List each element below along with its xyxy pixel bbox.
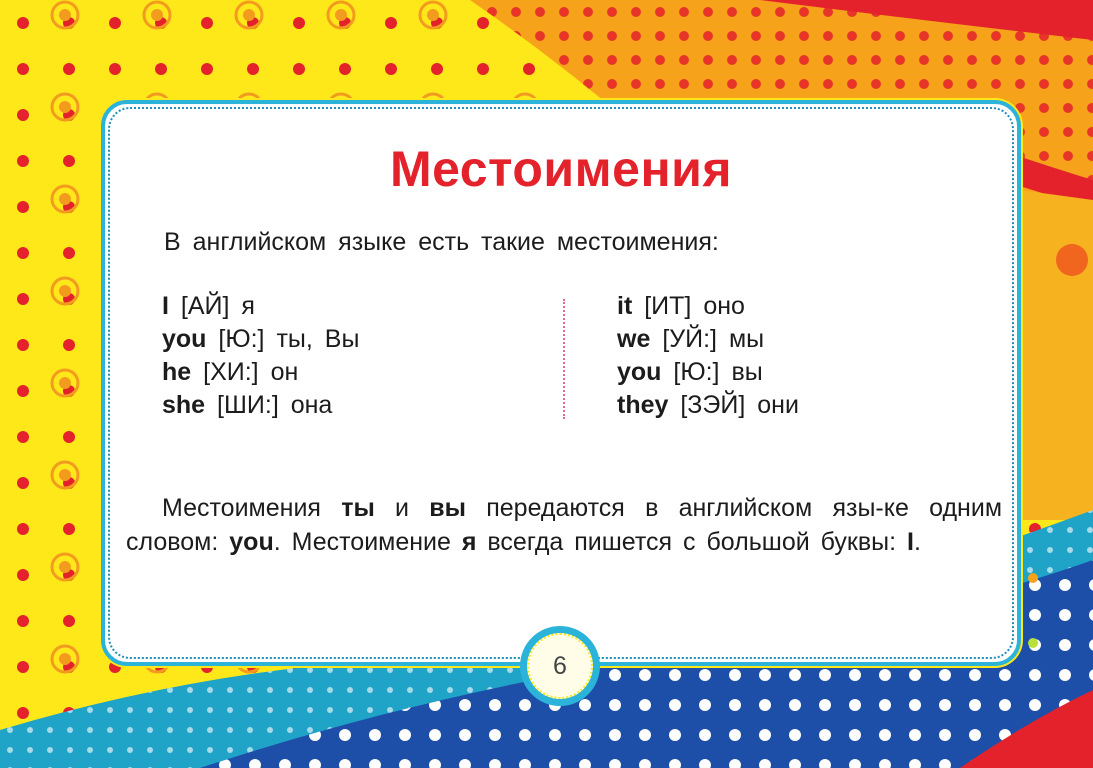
pronoun-row	[617, 290, 799, 323]
pronoun-en: he	[162, 358, 192, 386]
paragraph-text: передаются в английском язы-ке одним словом:	[126, 494, 1003, 556]
content-card	[101, 100, 1021, 666]
pronoun-translation: оно	[703, 292, 745, 320]
pronoun-en: you	[162, 325, 207, 353]
pronoun-transcription: [ШИ:]	[217, 391, 279, 419]
pronoun-en: I	[162, 292, 169, 320]
paragraph-text: .	[913, 528, 921, 556]
pronoun-transcription: [АЙ]	[180, 292, 230, 320]
pronoun-transcription: [ИТ]	[644, 292, 692, 320]
pronoun-row	[617, 389, 799, 422]
intro-text: В английском языке есть такие местоимения:	[164, 228, 719, 256]
paragraph-bold: я	[461, 528, 477, 556]
paragraph-text: Местоимения	[162, 494, 342, 522]
pronoun-translation: ты, Вы	[276, 325, 360, 353]
pronoun-translation: вы	[731, 358, 763, 386]
paragraph-bold: вы	[429, 494, 466, 522]
pronoun-transcription: [Ю:]	[673, 358, 720, 386]
page-number-badge	[520, 626, 600, 706]
pronoun-row	[162, 389, 359, 422]
paragraph-text: . Местоимение	[273, 528, 462, 556]
pronoun-transcription: [УЙ:]	[662, 325, 717, 353]
column-divider	[563, 299, 565, 419]
pronoun-translation: она	[290, 391, 333, 419]
pronoun-transcription: [ЗЭЙ]	[680, 391, 746, 419]
pronoun-column-right	[617, 290, 799, 422]
pronoun-row	[162, 356, 359, 389]
pronoun-column-left	[162, 290, 359, 422]
pronoun-row	[162, 323, 359, 356]
pronoun-en: she	[162, 391, 206, 419]
paragraph-text: всегда пишется с большой буквы:	[476, 528, 907, 556]
pronoun-en: you	[617, 358, 662, 386]
pronoun-translation: я	[241, 292, 255, 320]
pronoun-translation: мы	[728, 325, 765, 353]
pronoun-en: it	[617, 292, 633, 320]
pronoun-row	[162, 290, 359, 323]
pronoun-translation: они	[757, 391, 799, 419]
paragraph-bold: I	[907, 528, 914, 556]
pronoun-transcription: [Ю:]	[218, 325, 265, 353]
paragraph-text: и	[374, 494, 430, 522]
page-number: 6	[527, 633, 593, 699]
pronoun-en: we	[617, 325, 651, 353]
explanation-paragraph	[126, 491, 1002, 559]
paragraph-bold: ты	[341, 494, 375, 522]
page-title: Местоимения	[389, 141, 733, 197]
pronoun-row	[617, 356, 799, 389]
pronoun-transcription: [ХИ:]	[203, 358, 259, 386]
pronoun-translation: он	[270, 358, 299, 386]
pronoun-en: they	[617, 391, 669, 419]
paragraph-bold: you	[229, 528, 274, 556]
pronoun-row	[617, 323, 799, 356]
